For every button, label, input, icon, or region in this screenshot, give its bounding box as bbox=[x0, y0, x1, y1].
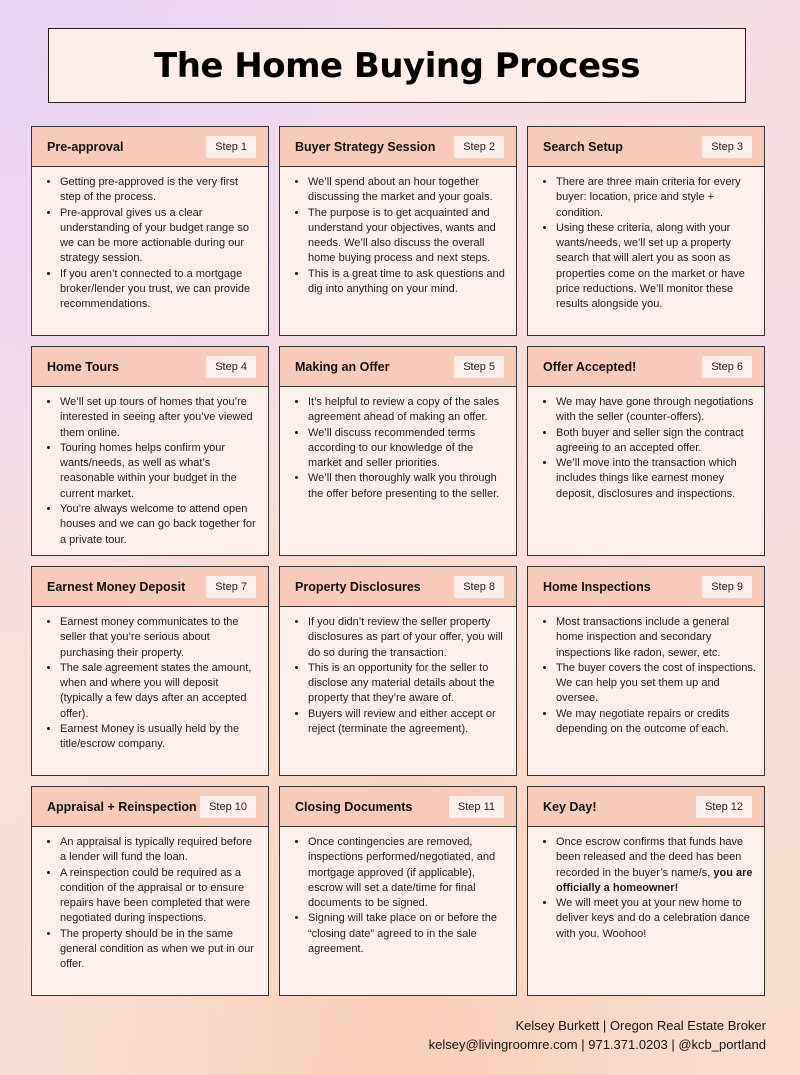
step-bullet: • The buyer covers the cost of inspections. We can help you set them up and oversee. bbox=[556, 661, 756, 707]
step-bullet: • The purpose is to get acquainted and understand your objectives, wants and needs. We’ll also discuss the overall home buying process and next steps. bbox=[308, 206, 508, 267]
step-bullet: • We’ll set up tours of homes that you’re interested in seeing after you’ve viewed them online. bbox=[60, 395, 260, 441]
step-title: Property Disclosures bbox=[295, 579, 421, 594]
step-bullet: • Signing will take place on or before the “closing date” agreed to in the sale agreement. bbox=[308, 911, 508, 957]
step-bullet: • Once contingencies are removed, inspections performed/negotiated, and mortgage approved (if applicable), escrow will set a date/time for final documents to be signed. bbox=[308, 835, 508, 911]
step-bullet-list bbox=[40, 395, 260, 548]
step-badge: Step 4 bbox=[206, 356, 256, 378]
step-card bbox=[31, 566, 269, 776]
step-bullet: • The property should be in the same general condition as when we put in our offer. bbox=[60, 927, 260, 973]
step-bullet: • We’ll discuss recommended terms according to our knowledge of the market and seller priorities. bbox=[308, 426, 508, 472]
step-bullet: • We may have gone through negotiations with the seller (counter-offers). bbox=[556, 395, 756, 426]
step-card bbox=[527, 786, 765, 996]
step-title: Home Inspections bbox=[543, 579, 651, 594]
step-bullet: • We will meet you at your new home to deliver keys and do a celebration dance with you. Woohoo! bbox=[556, 896, 756, 942]
step-bullet-list bbox=[40, 835, 260, 973]
step-bullet: • Pre-approval gives us a clear understanding of your budget range so we can be more actionable during our strategy session. bbox=[60, 206, 260, 267]
step-bullet-list bbox=[40, 615, 260, 753]
step-card-body bbox=[32, 387, 268, 548]
step-title: Making an Offer bbox=[295, 359, 390, 374]
step-badge: Step 7 bbox=[206, 576, 256, 598]
step-badge: Step 6 bbox=[702, 356, 752, 378]
step-bullet: • Earnest money communicates to the seller that you’re serious about purchasing their property. bbox=[60, 615, 260, 661]
step-badge: Step 11 bbox=[449, 796, 504, 818]
step-bullet: • Using these criteria, along with your wants/needs, we’ll set up a property search that will alert you as soon as properties come on the market or have price reductions. We’ll monitor these results alongside you. bbox=[556, 221, 756, 313]
agent-name-line: Kelsey Burkett | Oregon Real Estate Broker bbox=[515, 1018, 766, 1033]
step-bullet: • We’ll move into the transaction which includes things like earnest money deposit, disclosures and inspections. bbox=[556, 456, 756, 502]
contact-footer bbox=[429, 1016, 766, 1054]
step-bullet: • This is an opportunity for the seller to disclose any material details about the property that they’re aware of. bbox=[308, 661, 508, 707]
step-card-header bbox=[280, 567, 516, 607]
step-badge: Step 12 bbox=[696, 796, 752, 818]
step-title: Buyer Strategy Session bbox=[295, 139, 436, 154]
step-card-header bbox=[32, 787, 268, 827]
step-card-body bbox=[280, 827, 516, 957]
step-bullet: • This is a great time to ask questions and dig into anything on your mind. bbox=[308, 267, 508, 298]
step-bullet: • Earnest Money is usually held by the title/escrow company. bbox=[60, 722, 260, 753]
step-bullet-list bbox=[288, 615, 508, 737]
title-banner bbox=[48, 28, 746, 103]
step-card-header bbox=[280, 787, 516, 827]
step-card-body bbox=[32, 167, 268, 313]
step-title: Appraisal + Reinspection bbox=[47, 799, 197, 814]
step-card-body bbox=[32, 607, 268, 753]
step-card-header bbox=[528, 127, 764, 167]
step-bullet: • The sale agreement states the amount, when and where you will deposit (typically a few days after an accepted offer). bbox=[60, 661, 260, 722]
step-badge: Step 1 bbox=[206, 136, 256, 158]
step-card bbox=[279, 346, 517, 556]
step-bullet: • We’ll spend about an hour together discussing the market and your goals. bbox=[308, 175, 508, 206]
step-bullet: • Touring homes helps confirm your wants/needs, as well as what’s reasonable within your budget in the current market. bbox=[60, 441, 260, 502]
step-card-header bbox=[32, 127, 268, 167]
step-title: Key Day! bbox=[543, 799, 597, 814]
step-bullet-emphasis: you are officially a homeowner! bbox=[556, 866, 753, 894]
step-bullet-list bbox=[536, 395, 756, 502]
step-card bbox=[31, 126, 269, 336]
step-title: Pre-approval bbox=[47, 139, 124, 154]
step-card-body bbox=[528, 607, 764, 737]
step-bullet: • It’s helpful to review a copy of the sales agreement ahead of making an offer. bbox=[308, 395, 508, 426]
step-bullet: • Most transactions include a general home inspection and secondary inspections like radon, sewer, etc. bbox=[556, 615, 756, 661]
step-card-body bbox=[280, 607, 516, 737]
step-bullet: • Getting pre-approved is the very first step of the process. bbox=[60, 175, 260, 206]
step-bullet-text: Once escrow confirms that funds have been released and the deed has been recorded in the buyer’s name/s, bbox=[556, 836, 744, 879]
step-badge: Step 2 bbox=[454, 136, 504, 158]
step-badge: Step 10 bbox=[200, 796, 256, 818]
step-badge: Step 3 bbox=[702, 136, 752, 158]
step-badge: Step 9 bbox=[702, 576, 752, 598]
step-bullet: • If you aren’t connected to a mortgage broker/lender you trust, we can provide recommendations. bbox=[60, 267, 260, 313]
step-card-header bbox=[528, 787, 764, 827]
step-badge: Step 8 bbox=[454, 576, 504, 598]
step-card-header bbox=[280, 127, 516, 167]
step-bullet: • A reinspection could be required as a condition of the appraisal or to ensure repairs have been completed that were negotiated during inspections. bbox=[60, 866, 260, 927]
step-bullet: • An appraisal is typically required before a lender will fund the loan. bbox=[60, 835, 260, 866]
step-bullet: • You’re always welcome to attend open houses and we can go back together for a private tour. bbox=[60, 502, 260, 548]
step-bullet: • We’ll then thoroughly walk you through the offer before presenting to the seller. bbox=[308, 471, 508, 502]
step-bullet: • We may negotiate repairs or credits depending on the outcome of each. bbox=[556, 707, 756, 738]
step-bullet: • Buyers will review and either accept or reject (terminate the agreement). bbox=[308, 707, 508, 738]
page-title: The Home Buying Process bbox=[154, 45, 640, 86]
step-bullet-list bbox=[536, 835, 756, 942]
step-card-body bbox=[528, 167, 764, 313]
step-title: Earnest Money Deposit bbox=[47, 579, 186, 594]
step-bullet-list bbox=[536, 615, 756, 737]
step-bullet bbox=[556, 835, 756, 896]
step-bullet-list bbox=[536, 175, 756, 313]
step-title: Offer Accepted! bbox=[543, 359, 637, 374]
step-bullet-list bbox=[288, 395, 508, 502]
step-card bbox=[279, 566, 517, 776]
step-card bbox=[279, 126, 517, 336]
step-card bbox=[31, 346, 269, 556]
step-bullet: • If you didn’t review the seller property disclosures as part of your offer, you will do so during the transaction. bbox=[308, 615, 508, 661]
step-card bbox=[279, 786, 517, 996]
step-title: Home Tours bbox=[47, 359, 119, 374]
step-card-body bbox=[280, 387, 516, 502]
step-bullet: • Both buyer and seller sign the contract agreeing to an accepted offer. bbox=[556, 426, 756, 457]
step-card-body bbox=[32, 827, 268, 973]
step-title: Closing Documents bbox=[295, 799, 413, 814]
step-bullet-list bbox=[288, 175, 508, 297]
step-card-body bbox=[528, 387, 764, 502]
step-title: Search Setup bbox=[543, 139, 623, 154]
step-card-header bbox=[528, 567, 764, 607]
step-card-header bbox=[528, 347, 764, 387]
step-card bbox=[527, 566, 765, 776]
step-card-header bbox=[32, 567, 268, 607]
step-card bbox=[527, 346, 765, 556]
step-card-body bbox=[528, 827, 764, 942]
step-badge: Step 5 bbox=[454, 356, 504, 378]
step-card bbox=[31, 786, 269, 996]
step-bullet-list bbox=[288, 835, 508, 957]
step-card-header bbox=[280, 347, 516, 387]
step-card-body bbox=[280, 167, 516, 297]
step-bullet-list bbox=[40, 175, 260, 313]
step-bullet: • There are three main criteria for every buyer: location, price and style + condition. bbox=[556, 175, 756, 221]
step-card bbox=[527, 126, 765, 336]
step-card-header bbox=[32, 347, 268, 387]
agent-contact-line: kelsey@livingroomre.com | 971.371.0203 | @kcb_portland bbox=[428, 1037, 766, 1052]
